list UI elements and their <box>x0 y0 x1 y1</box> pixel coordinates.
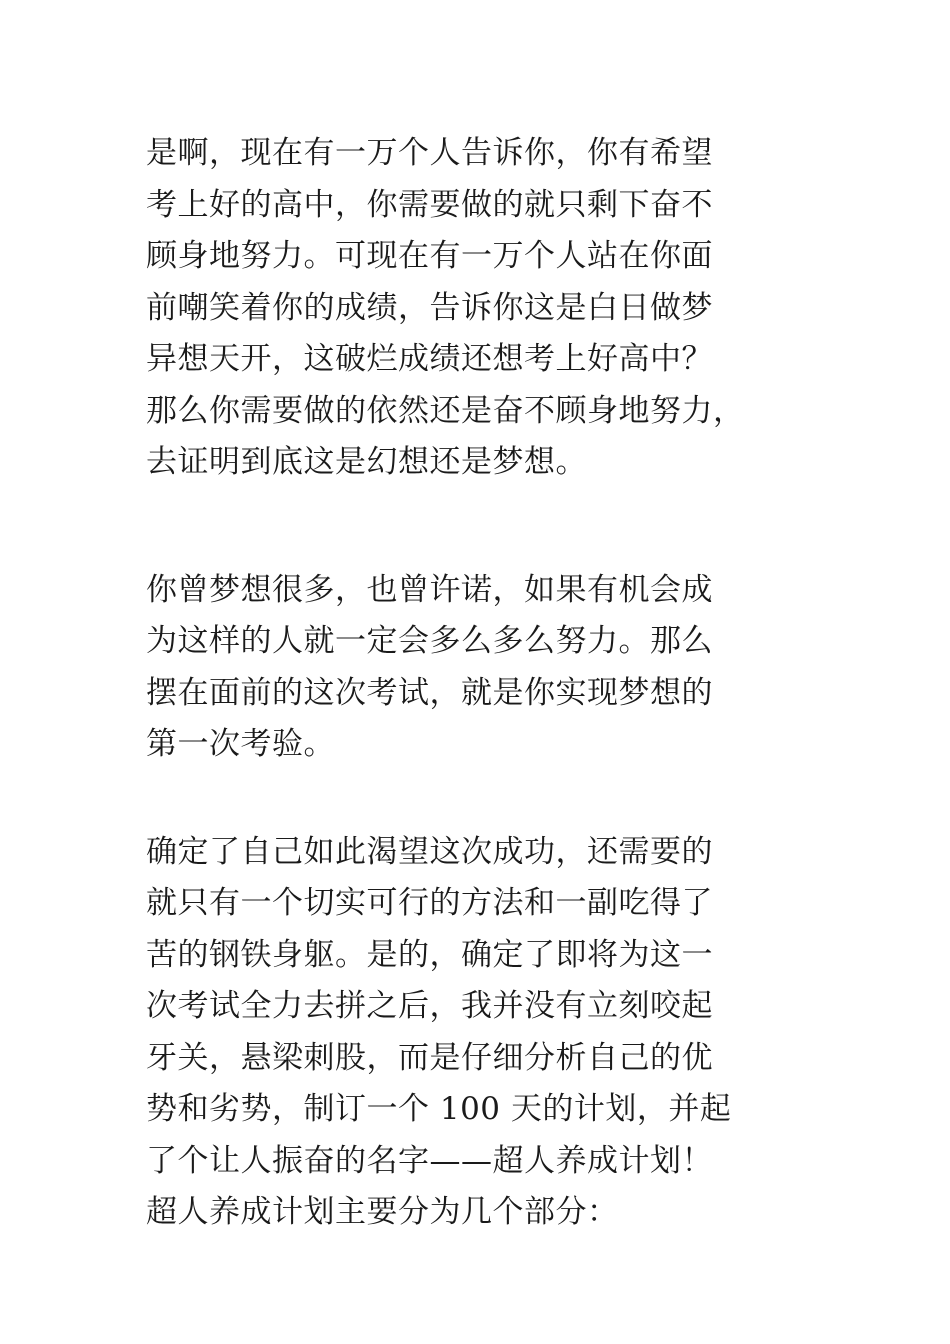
text-line: 为这样的人就一定会多么多么努力。那么 <box>146 623 713 659</box>
text-line: 就只有一个切实可行的方法和一副吃得了 <box>146 885 713 921</box>
text-line: 了个让人振奋的名字——超人养成计划！ <box>146 1142 713 1179</box>
text-line: 你曾梦想很多，也曾许诺，如果有机会成 <box>146 571 713 608</box>
text-line: 苦的钢铁身躯。是的，确定了即将为这一 <box>146 936 713 973</box>
text-line: 第一次考验。 <box>146 726 335 762</box>
text-line: 是啊，现在有一万个人告诉你，你有希望 <box>146 135 713 171</box>
text-line: 摆在面前的这次考试，就是你实现梦想的 <box>146 674 713 711</box>
text-line: 牙关，悬梁刺股，而是仔细分析自己的优 <box>146 1039 713 1076</box>
text-line: 去证明到底这是幻想还是梦想。 <box>146 444 587 480</box>
text-line: 超人养成计划主要分为几个部分： <box>146 1194 619 1230</box>
text-line: 顾身地努力。可现在有一万个人站在你面 <box>146 238 713 274</box>
text-line: 异想天开，这破烂成绩还想考上好高中？ <box>146 341 713 377</box>
paragraph-2 <box>146 565 806 771</box>
paragraph-1 <box>146 128 806 489</box>
paragraph-3 <box>146 827 806 1239</box>
text-line: 前嘲笑着你的成绩，告诉你这是白日做梦 <box>146 289 713 326</box>
document-page <box>146 128 806 1239</box>
text-line: 确定了自己如此渴望这次成功，还需要的 <box>146 833 713 870</box>
text-line: 次考试全力去拼之后，我并没有立刻咬起 <box>146 988 713 1024</box>
text-line: 考上好的高中，你需要做的就只剩下奋不 <box>146 186 713 223</box>
text-line: 势和劣势，制订一个 100 天的计划，并起 <box>146 1091 732 1127</box>
text-line: 那么你需要做的依然还是奋不顾身地努力， <box>146 392 745 429</box>
